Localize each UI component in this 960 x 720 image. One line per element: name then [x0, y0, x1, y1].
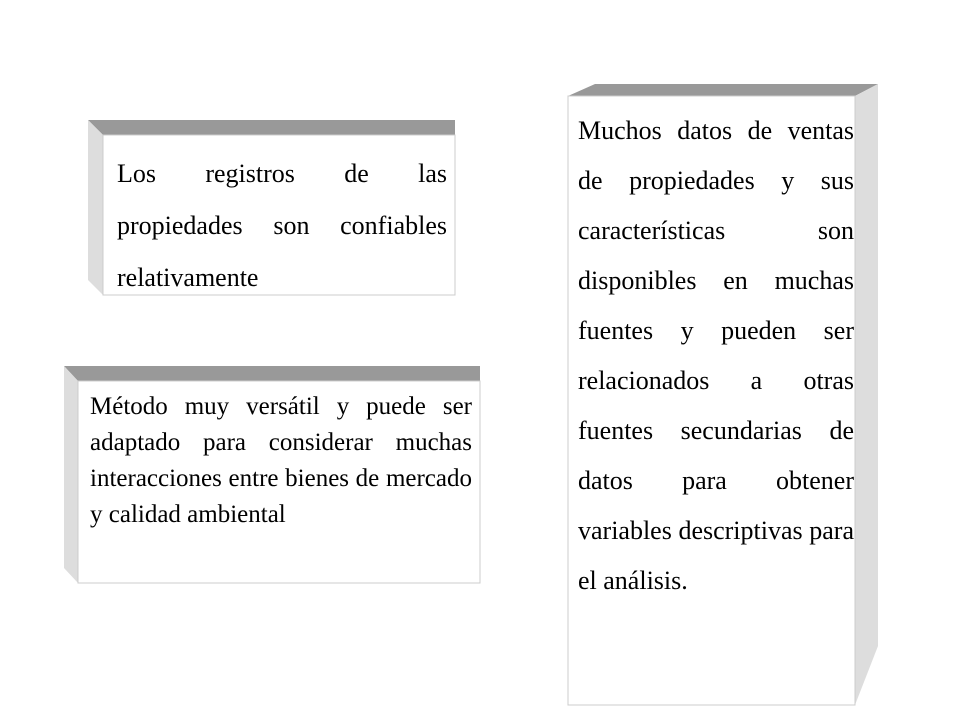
box3-text: Muchos datos de ventas de propiedades y sus características son disponibles en muchas fuentes y pueden ser relacionados a otras fuentes secundarias de datos para obtener variables descriptivas para el análisis.	[578, 116, 854, 595]
box2-left-bevel	[64, 366, 78, 583]
box2-text: Método muy versátil y puede ser adaptado para considerar muchas interacciones entre bienes de mercado y calidad ambiental	[90, 393, 472, 528]
box1-text: Los registros de las propiedades son confiables relativamente	[117, 159, 447, 292]
box1-left-bevel	[88, 120, 103, 295]
box1-top-bevel	[88, 120, 455, 135]
box3-right-bevel	[855, 84, 878, 705]
box3-top-bevel	[568, 84, 878, 96]
box2-top-bevel	[64, 366, 480, 381]
